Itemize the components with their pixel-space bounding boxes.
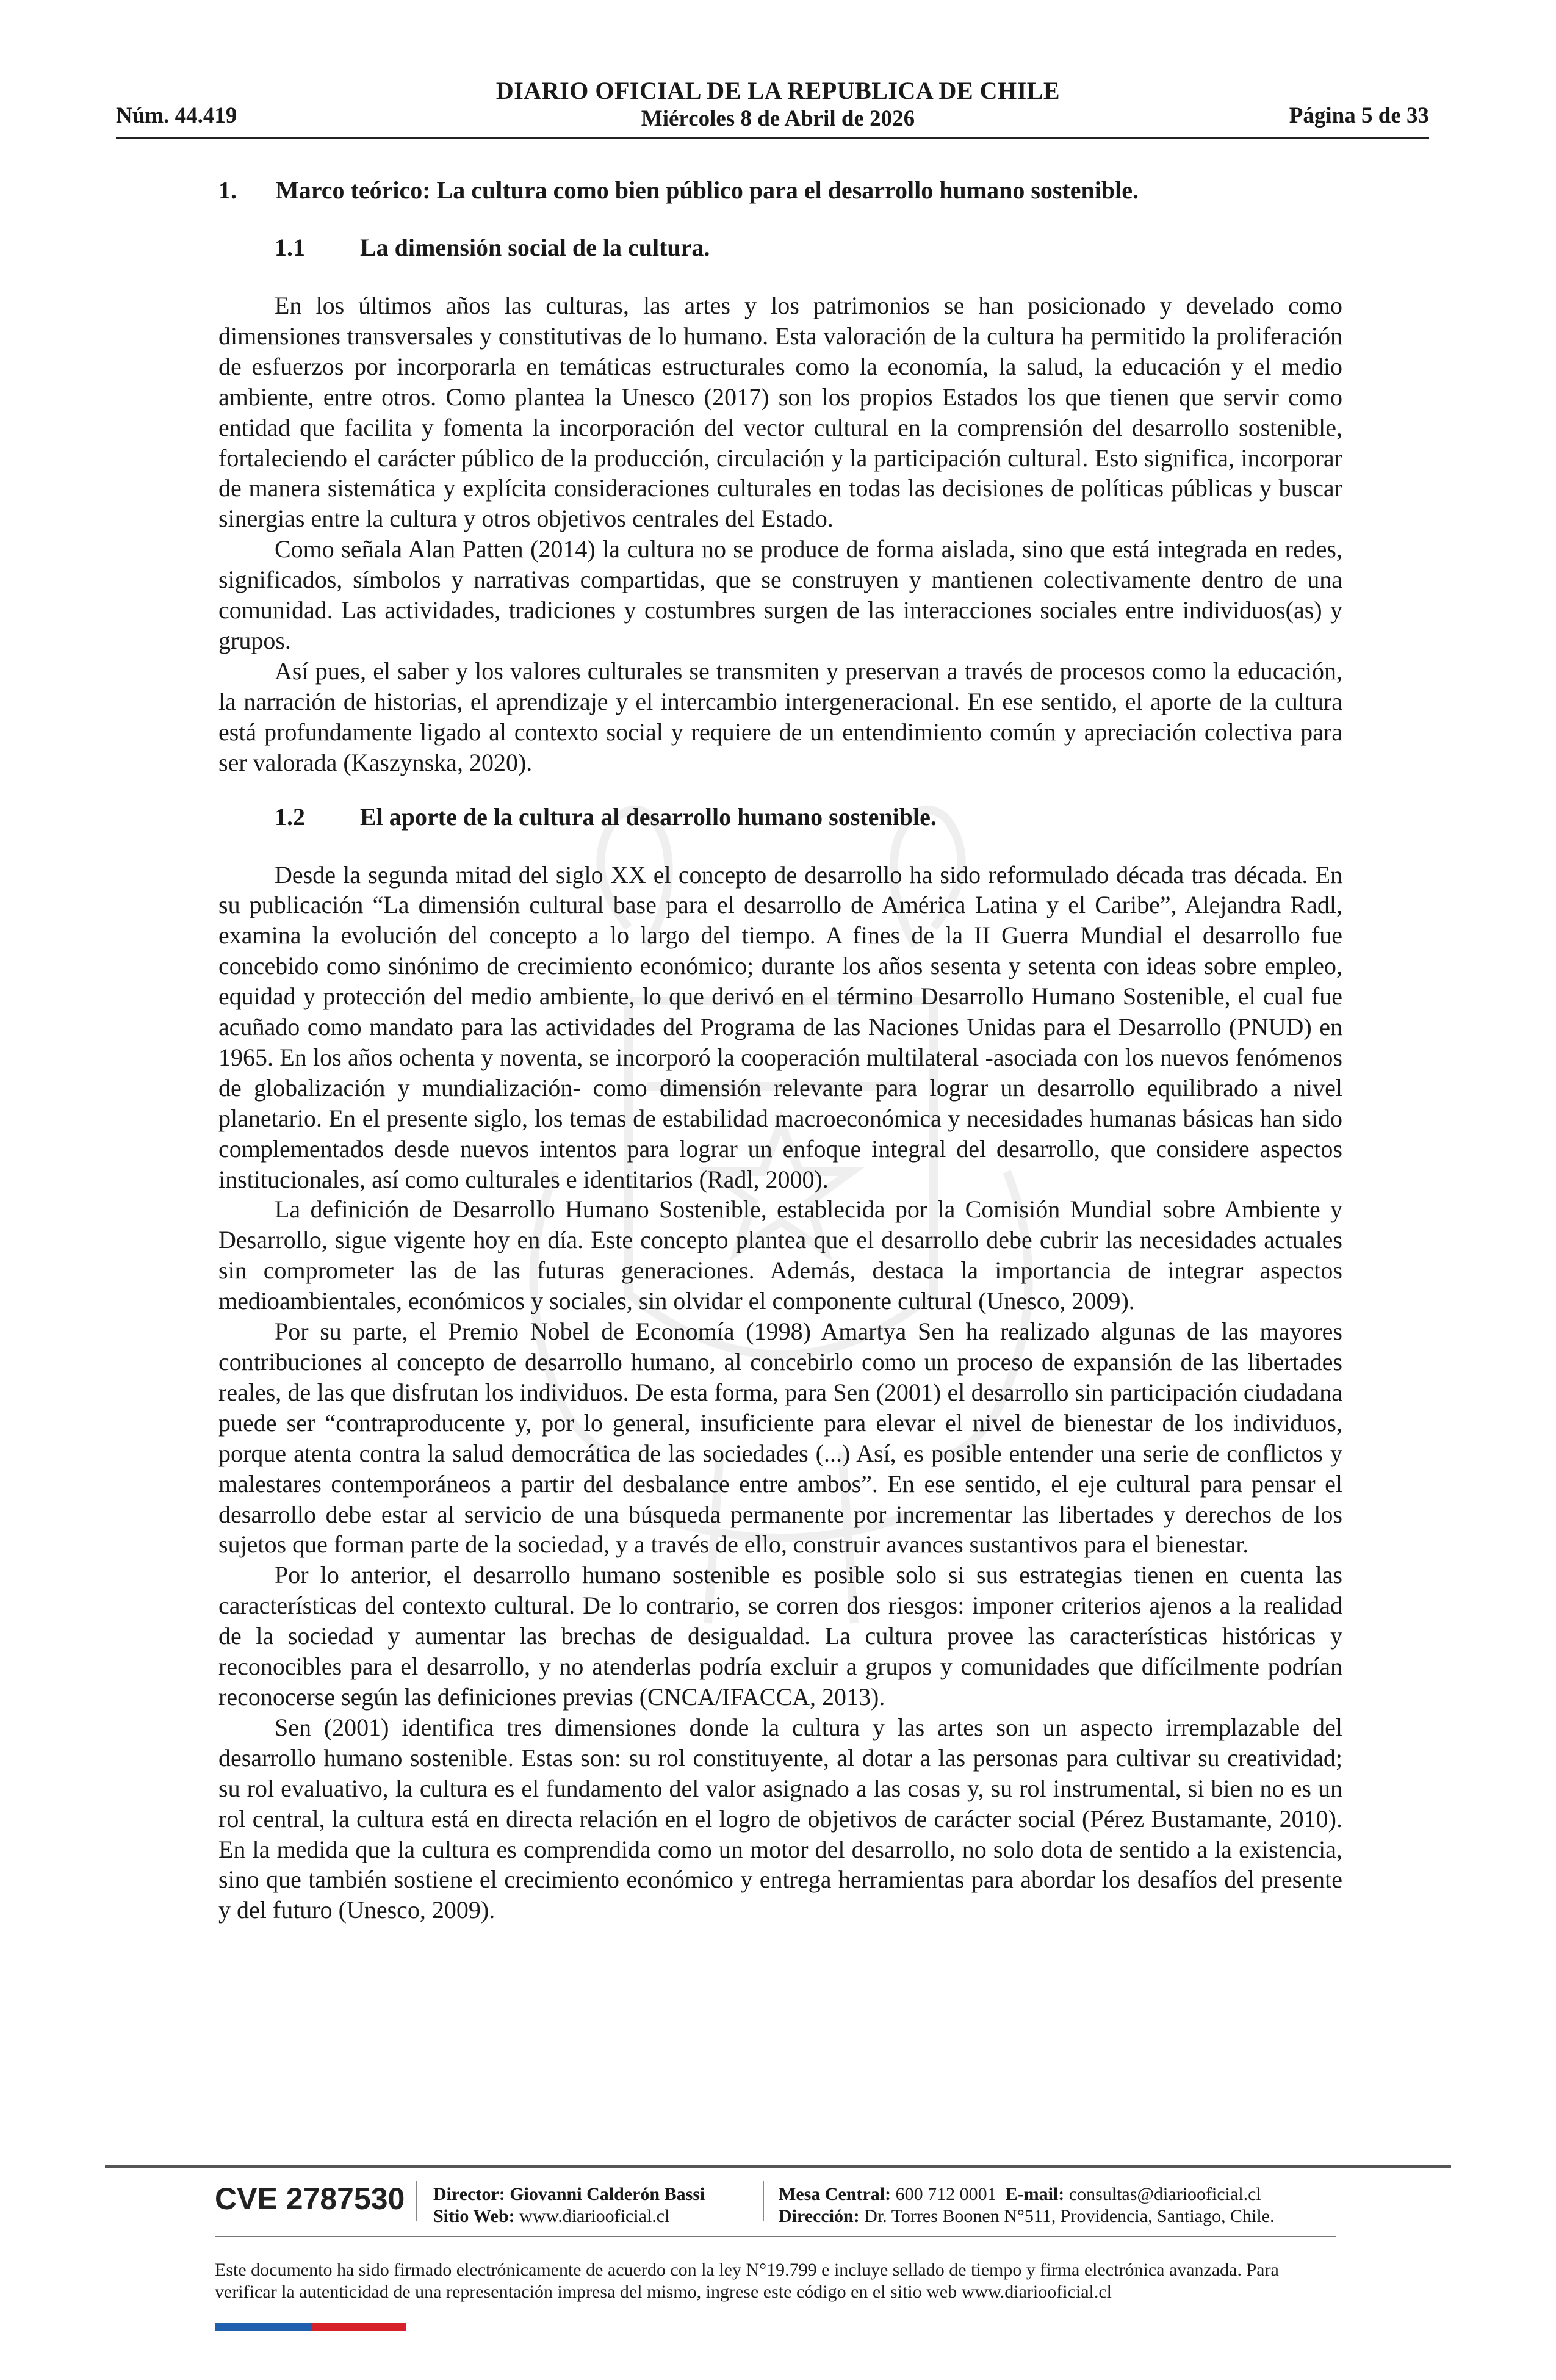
- document-body: [218, 175, 1342, 1925]
- footer-divider: [105, 2165, 1451, 2168]
- section-1-title: Marco teórico: La cultura como bien público para el desarrollo humano sostenible.: [276, 176, 1139, 204]
- legal-note: Este documento ha sido firmado electrónicamente de acuerdo con la ley N°19.799 e incluye sellado de tiempo y firma electrónica avanzada. Para verificar la autenticidad de una representación impresa del mismo, ingrese este código en el sitio web www.diariooficial.cl: [215, 2260, 1279, 2302]
- flag-bar-red: [312, 2323, 406, 2331]
- paragraph: Por su parte, el Premio Nobel de Economía (1998) Amartya Sen ha realizado algunas de las mayores contribuciones al concepto de desarrollo humano, al concebirlo como un proceso de expansión de las libertades reales, de las que disfrutan los individuos. De esta forma, para Sen (2001) el desarrollo sin participación ciudadana puede ser “contraproducente y, por lo general, insuficiente para elevar el nivel de bienestar de los individuos, porque atenta contra la salud democrática de las sociedades (...) Así, es posible entender una serie de conflictos y malestares contemporáneos a partir del desbalance entre ambos”. En ese sentido, el eje cultural para pensar el desarrollo debe estar al servicio de una búsqueda permanente por incrementar las libertades y derechos de los sujetos que forman parte de la sociedad, y a través de ello, construir avances sustantivos para el bienestar.: [218, 1318, 1342, 1559]
- header-center: [342, 77, 1214, 133]
- section-1-2-heading: [275, 801, 1342, 833]
- cve-code: CVE 2787530: [215, 2182, 405, 2216]
- section-1-1-title: La dimensión social de la cultura.: [360, 234, 710, 261]
- paragraph: Por lo anterior, el desarrollo humano sostenible es posible solo si sus estrategias tienen en cuenta las características del contexto cultural. De lo contrario, se corren dos riesgos: imponer criterios ajenos a la realidad de la sociedad y aumentar las brechas de desigualdad. La cultura provee las características históricas y reconocibles para el desarrollo, y no atenderlas podría excluir a grupos y comunidades que difícilmente podrían reconocerse según las definiciones previas (CNCA/IFACCA, 2013).: [218, 1561, 1342, 1711]
- email-label: E-mail:: [1005, 2184, 1065, 2204]
- section-1-1-heading: [275, 232, 1342, 264]
- website-label: Sitio Web:: [433, 2206, 515, 2226]
- paragraph: La definición de Desarrollo Humano Sostenible, establecida por la Comisión Mundial sobre Ambiente y Desarrollo, sigue vigente hoy en día. Este concepto plantea que el desarrollo debe cubrir las necesidades actuales sin comprometer las de las futuras generaciones. Además, destaca la importancia de integrar aspectos medioambientales, económicos y sociales, sin olvidar el componente cultural (Unesco, 2009).: [218, 1195, 1342, 1315]
- section-1-1-number: 1.1: [275, 234, 305, 261]
- section-1-2-title: El aporte de la cultura al desarrollo humano sostenible.: [360, 802, 937, 831]
- paragraph: Desde la segunda mitad del siglo XX el concepto de desarrollo ha sido reformulado década tras década. En su publicación “La dimensión cultural base para el desarrollo de América Latina y el Caribe”, Alejandra Radl, examina la evolución del concepto a lo largo del tiempo. A fines de la II Guerra Mundial el desarrollo fue concebido como sinónimo de crecimiento económico; durante los años sesenta y setenta con ideas sobre empleo, equidad y protección del medio ambiente, lo que derivó en el término Desarrollo Humano Sostenible, el cual fue acuñado como mandato para las actividades del Programa de las Naciones Unidas para el Desarrollo (PNUD) en 1965. En los años ochenta y noventa, se incorporó la cooperación multilateral -asociada con los nuevos fenómenos de globalización y mundialización- como dimensión relevante para lograr un desarrollo equilibrado a nivel planetario. En el presente siglo, los temas de estabilidad macroeconómica y necesidades humanas básicas han sido complementados desde nuevos intentos para lograr un enfoque integral del desarrollo, que considere aspectos institucionales, así como culturales e identitarios (Radl, 2000).: [218, 860, 1342, 1193]
- footer-separator: [763, 2181, 764, 2221]
- section-1-2-number: 1.2: [275, 802, 305, 831]
- footer-contact-block: [779, 2183, 1275, 2227]
- paragraph: En los últimos años las culturas, las artes y los patrimonios se han posicionado y develado como dimensiones transversales y constitutivas de lo humano. Esta valoración de la cultura ha permitido la proliferación de esfuerzos por incorporarla en temáticas estructurales como la economía, la salud, la educación y el medio ambiente, entre otros. Como plantea la Unesco (2017) son los propios Estados los que tienen que servir como entidad que facilita y fomenta la incorporación del vector cultural en la comprensión del desarrollo sostenible, fortaleciendo el carácter público de la producción, circulación y la participación cultural. Esto significa, incorporar de manera sistemática y explícita consideraciones culturales en todas las decisiones de políticas públicas y buscar sinergias entre la cultura y otros objetivos centrales del Estado.: [218, 292, 1342, 533]
- footer-separator: [416, 2181, 417, 2221]
- address-label: Dirección:: [779, 2206, 860, 2226]
- paragraph: Así pues, el saber y los valores culturales se transmiten y preservan a través de procesos como la educación, la narración de historias, el aprendizaje y el intercambio intergeneracional. En ese sentido, el aporte de la cultura está profundamente ligado al contexto social y requiere de un entendimiento común y apreciación colectiva para ser valorada (Kaszynska, 2020).: [218, 657, 1342, 776]
- phone-value: 600 712 0001: [895, 2184, 996, 2204]
- issue-number: Núm. 44.419: [116, 103, 237, 128]
- website-link[interactable]: www.diariooficial.cl: [519, 2206, 670, 2226]
- footer-note-divider: [215, 2236, 1336, 2237]
- paragraph: Sen (2001) identifica tres dimensiones donde la cultura y las artes son un aspecto irremplazable del desarrollo humano sostenible. Estas son: su rol constituyente, al dotar a las personas para cultivar su creatividad; su rol evaluativo, la cultura es el fundamento del valor asignado a las cosas y, su rol instrumental, si bien no es un rol central, la cultura está en directa relación en el logro de objetivos de carácter social (Pérez Bustamante, 2010). En la medida que la cultura es comprendida como un motor del desarrollo, no solo dota de sentido a la existencia, sino que también sostiene el crecimiento económico y entrega herramientas para abordar los desafíos del presente y del futuro (Unesco, 2009).: [218, 1713, 1342, 1924]
- newspaper-title: DIARIO OFICIAL DE LA REPUBLICA DE CHILE: [495, 77, 1061, 104]
- section-1-heading: [218, 175, 1342, 206]
- phone-label: Mesa Central:: [779, 2184, 891, 2204]
- flag-bar-blue: [215, 2323, 312, 2331]
- section-1-number: 1.: [218, 176, 237, 204]
- page-number: Página 5 de 33: [1289, 103, 1429, 128]
- director-name: Giovanni Calderón Bassi: [510, 2184, 705, 2204]
- footer-director-block: [433, 2183, 705, 2227]
- address-value: Dr. Torres Boonen N°511, Providencia, Santiago, Chile.: [864, 2206, 1275, 2226]
- paragraph: Como señala Alan Patten (2014) la cultura no se produce de forma aislada, sino que está integrada en redes, significados, símbolos y narrativas compartidas, que se construyen y mantienen colectivamente dentro de una comunidad. Las actividades, tradiciones y costumbres surgen de las interacciones sociales entre individuos(as) y grupos.: [218, 535, 1342, 654]
- issue-date: Miércoles 8 de Abril de 2026: [641, 106, 915, 131]
- header-divider: [116, 137, 1429, 139]
- email-link[interactable]: consultas@diariooficial.cl: [1068, 2184, 1261, 2204]
- director-label: Director:: [433, 2184, 505, 2204]
